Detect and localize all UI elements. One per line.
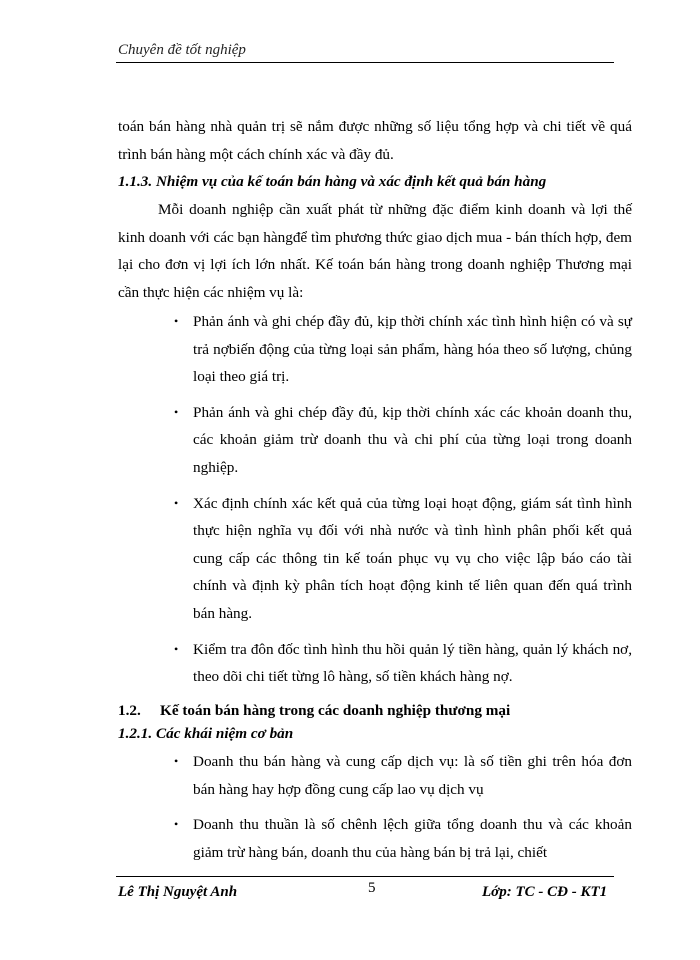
header-divider	[116, 62, 614, 63]
bullet-icon: •	[174, 754, 179, 768]
page-number: 5	[368, 880, 376, 896]
bullet-icon: •	[174, 817, 179, 832]
paragraph-intro: toán bán hàng nhà quản trị sẽ nắm được những số liệu tổng hợp và chi tiết về quá trình bán hàng một cách chính xác và đầy đủ.	[118, 118, 632, 163]
list-item: • Phản ánh và ghi chép đầy đủ, kịp thời chính xác các khoản doanh thu, các khoản giảm trừ doanh thu và chi phí của từng loại trong doanh nghiệp.	[118, 399, 632, 482]
list-item: • Xác định chính xác kết quả của từng loại hoạt động, giám sát tình hình thực hiện nghĩa vụ đối với nhà nước và tình hình phân phối kết quả cung cấp các thông tin kế toán phục vụ vụ cho việc lập báo cáo tài chính và định kỳ phân tích hoạt động kinh tế liên quan đến quá trình bán hàng.	[118, 490, 632, 628]
bullet-icon: •	[174, 495, 179, 510]
list-item: • Doanh thu thuần là số chênh lệch giữa tổng doanh thu và các khoản giảm trừ hàng bán, doanh thu của hàng bán bị trả lại, chiết	[118, 811, 632, 866]
bullet-icon: •	[174, 641, 179, 656]
list-item: • Phản ánh và ghi chép đầy đủ, kịp thời chính xác tình hình hiện có và sự trả nợbiến động của từng loại sản phẩm, hàng hóa theo số lượng, chủng loại theo giá trị.	[118, 308, 632, 391]
header-title: Chuyên đề tốt nghiệp	[118, 42, 246, 58]
footer-class: Lớp: TC - CĐ - KT1	[482, 884, 608, 900]
tasks-list	[118, 308, 632, 699]
section-1-2-1-heading: 1.2.1. Các khái niệm cơ bản	[118, 725, 294, 742]
footer-author: Lê Thị Nguyệt Anh	[118, 884, 238, 900]
section-1-2-title: Kế toán bán hàng trong các doanh nghiệp thương mại	[160, 702, 511, 719]
paragraph-tasks-intro: Mỗi doanh nghiệp cần xuất phát từ những đặc điểm kinh doanh và lợi thế kinh doanh với các bạn hàngđể tìm phương thức giao dịch mua - bán thích hợp, đem lại cho đơn vị lợi ích lớn nhất. Kế toán bán hàng trong doanh nghiệp Thương mại cần thực hiện các nhiệm vụ là:	[118, 201, 632, 301]
bullet-icon: •	[174, 404, 179, 419]
list-item: • Doanh thu bán hàng và cung cấp dịch vụ: là số tiền ghi trên hóa đơn bán hàng hay hợp đồng cung cấp lao vụ dịch vụ	[118, 748, 632, 803]
list-item: • Kiểm tra đôn đốc tình hình thu hồi quản lý tiền hàng, quản lý khách nơ, theo dõi chi tiết từng lô hàng, số tiền khách hàng nợ.	[118, 636, 632, 691]
section-1-1-3-heading: 1.1.3. Nhiệm vụ của kế toán bán hàng và xác định kết quả bán hàng	[118, 173, 547, 190]
section-1-2-number: 1.2.	[118, 702, 141, 719]
footer-divider	[116, 876, 614, 877]
concepts-list	[118, 748, 632, 874]
bullet-icon: •	[174, 314, 179, 328]
